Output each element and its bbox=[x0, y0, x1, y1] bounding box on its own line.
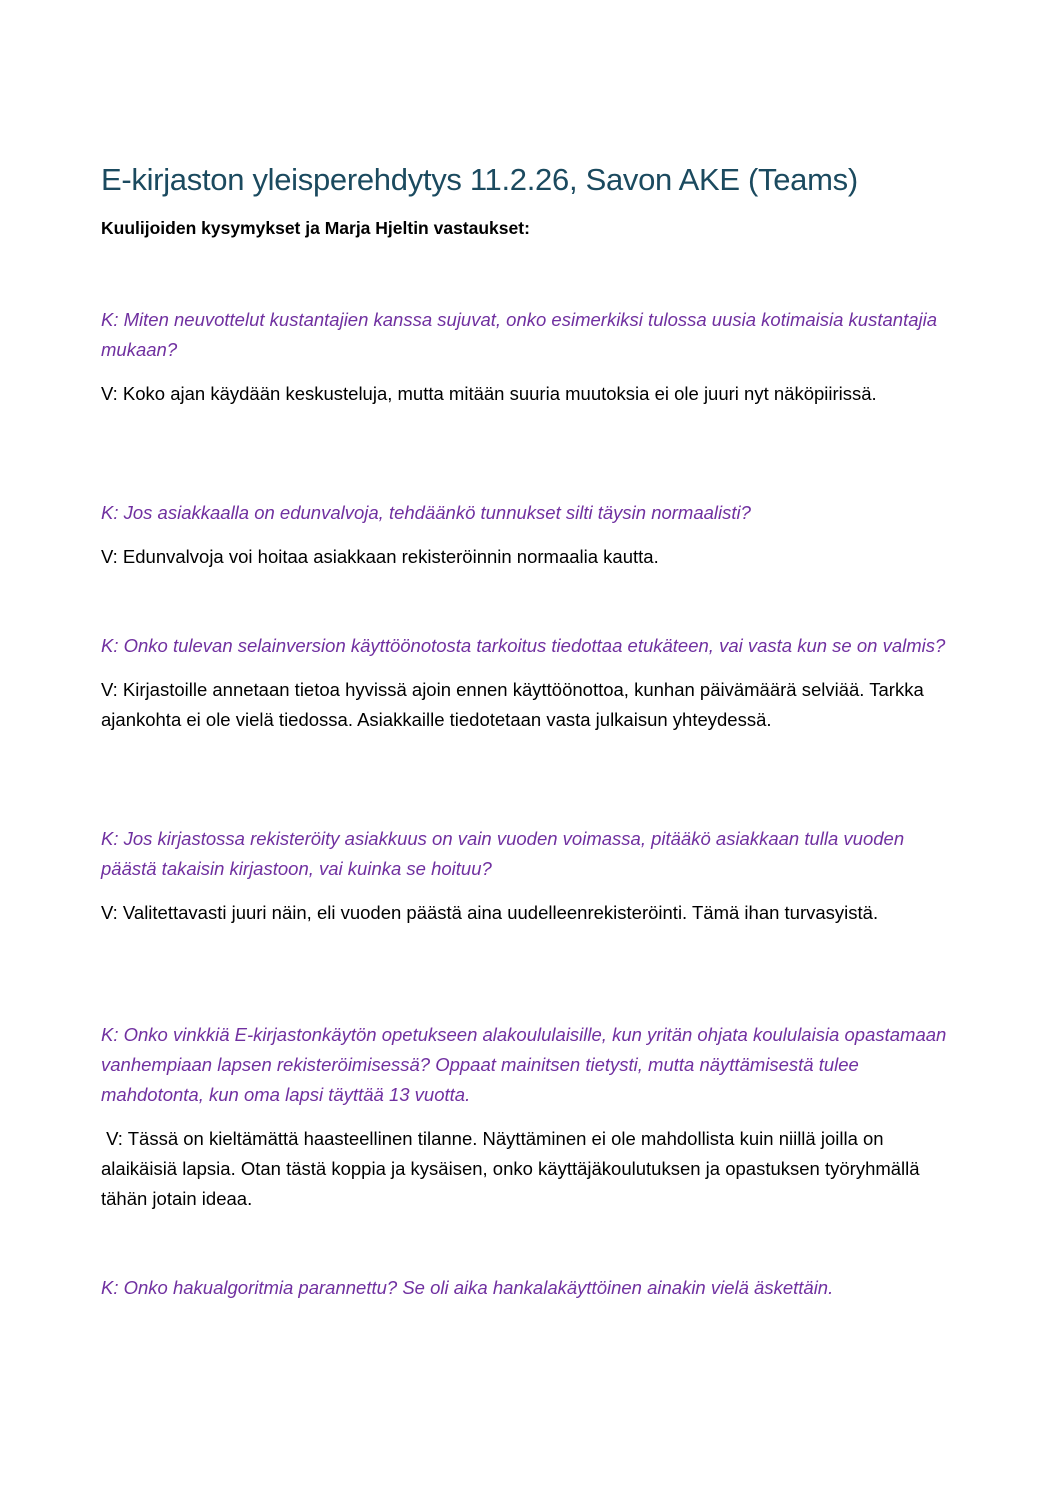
answer-text: V: Tässä on kieltämättä haasteellinen tilanne. Näyttäminen ei ole mahdollista kuin niillä joilla on alaikäisiä lapsia. Otan tästä koppia ja kysäisen, onko käyttäjäkoulutuksen ja opastuksen työryhmällä tähän jotain ideaa. bbox=[101, 1128, 925, 1209]
qa-item bbox=[101, 631, 961, 735]
qa-item bbox=[101, 1273, 961, 1303]
document-subtitle: Kuulijoiden kysymykset ja Marja Hjeltin vastaukset: bbox=[101, 218, 530, 238]
answer-text: V: Edunvalvoja voi hoitaa asiakkaan rekisteröinnin normaalia kautta. bbox=[101, 546, 659, 567]
question-text: K: Jos asiakkaalla on edunvalvoja, tehdäänkö tunnukset silti täysin normaalisti? bbox=[101, 502, 751, 523]
answer-text: V: Koko ajan käydään keskusteluja, mutta mitään suuria muutoksia ei ole juuri nyt näköpiirissä. bbox=[101, 383, 877, 404]
question-text: K: Onko vinkkiä E-kirjastonkäytön opetukseen alakoululaisille, kun yritän ohjata koululaisia opastamaan vanhempiaan lapsen rekisteröimisessä? Oppaat mainitsen tietysti, mutta näyttämisestä tulee mahdotonta, kun oma lapsi täyttää 13 vuotta. bbox=[101, 1024, 947, 1105]
qa-item bbox=[101, 824, 961, 928]
qa-item bbox=[101, 1020, 961, 1214]
answer-text: V: Kirjastoille annetaan tietoa hyvissä ajoin ennen käyttöönottoa, kunhan päivämäärä selviää. Tarkka ajankohta ei ole vielä tiedossa. Asiakkaille tiedotetaan vasta julkaisun yhteydessä. bbox=[101, 679, 924, 730]
answer-text: V: Valitettavasti juuri näin, eli vuoden päästä aina uudelleenrekisteröinti. Tämä ihan turvasyistä. bbox=[101, 902, 879, 923]
page-title: E-kirjaston yleisperehdytys 11.2.26, Savon AKE (Teams) bbox=[101, 162, 858, 197]
document-header bbox=[101, 158, 961, 242]
qa-item bbox=[101, 305, 961, 409]
question-text: K: Jos kirjastossa rekisteröity asiakkuus on vain vuoden voimassa, pitääkö asiakkaan tulla vuoden päästä takaisin kirjastoon, vai kuinka se hoituu? bbox=[101, 828, 905, 879]
question-text: K: Onko hakualgoritmia parannettu? Se oli aika hankalakäyttöinen ainakin vielä äskettäin. bbox=[101, 1277, 834, 1298]
question-text: K: Miten neuvottelut kustantajien kanssa sujuvat, onko esimerkiksi tulossa uusia kotimaisia kustantajia mukaan? bbox=[101, 309, 938, 360]
question-text: K: Onko tulevan selainversion käyttöönotosta tarkoitus tiedottaa etukäteen, vai vasta kun se on valmis? bbox=[101, 635, 946, 656]
qa-item bbox=[101, 498, 961, 572]
